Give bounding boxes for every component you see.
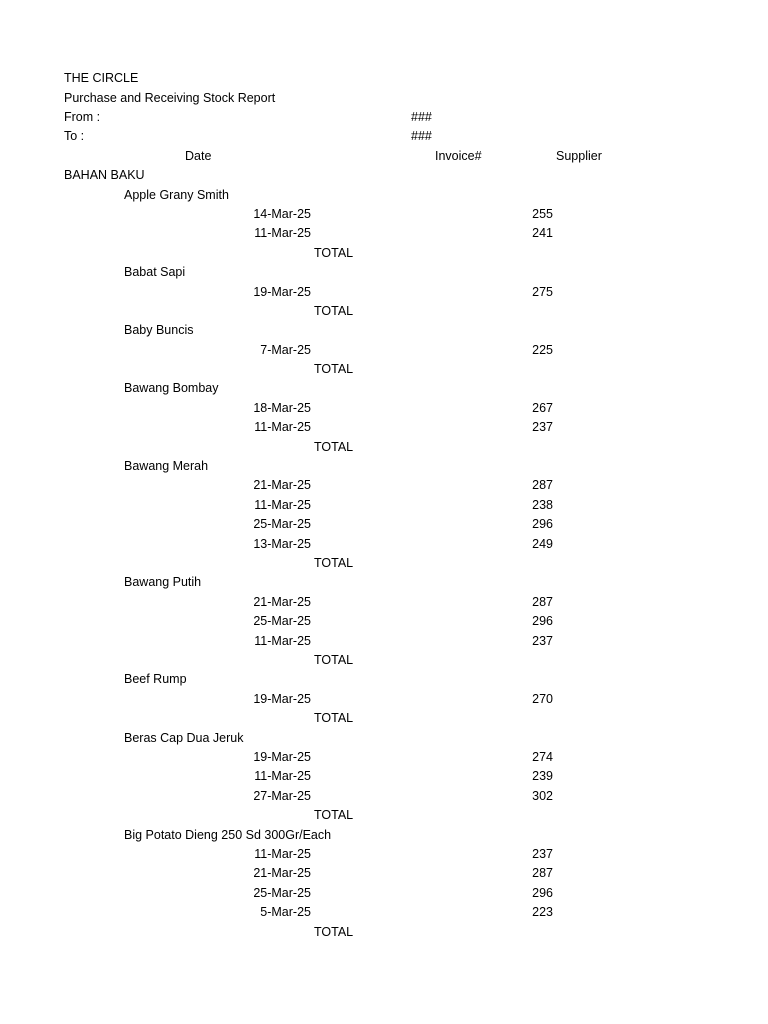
- to-label: To :: [64, 129, 85, 143]
- row-date: 25-Mar-25: [253, 886, 311, 900]
- report-title: Purchase and Receiving Stock Report: [64, 91, 276, 105]
- column-header-date: Date: [185, 149, 212, 163]
- item-name: Big Potato Dieng 250 Sd 300Gr/Each: [124, 828, 332, 842]
- row-invoice: 237: [532, 420, 553, 434]
- from-value: ###: [411, 110, 432, 124]
- row-invoice: 249: [532, 537, 553, 551]
- item-name: Apple Grany Smith: [124, 188, 229, 202]
- item-total-label: TOTAL: [314, 653, 354, 667]
- item-name: Beras Cap Dua Jeruk: [124, 731, 244, 745]
- item-name: Beef Rump: [124, 672, 187, 686]
- from-label: From :: [64, 110, 101, 124]
- item-name: Baby Buncis: [124, 323, 194, 337]
- column-header-invoice: Invoice#: [435, 149, 482, 163]
- row-date: 5-Mar-25: [260, 905, 311, 919]
- item-total-label: TOTAL: [314, 556, 354, 570]
- to-value: ###: [411, 129, 432, 143]
- item-name: Bawang Putih: [124, 575, 202, 589]
- row-date: 11-Mar-25: [254, 769, 311, 783]
- row-date: 25-Mar-25: [253, 614, 311, 628]
- row-invoice: 275: [532, 285, 553, 299]
- row-invoice: 296: [532, 614, 553, 628]
- row-date: 19-Mar-25: [253, 750, 311, 764]
- row-invoice: 237: [532, 634, 553, 648]
- row-date: 19-Mar-25: [253, 285, 311, 299]
- row-invoice: 296: [532, 886, 553, 900]
- row-date: 14-Mar-25: [253, 207, 311, 221]
- row-invoice: 255: [532, 207, 553, 221]
- row-date: 11-Mar-25: [254, 498, 311, 512]
- row-date: 21-Mar-25: [253, 478, 311, 492]
- row-invoice: 287: [532, 866, 553, 880]
- item-total-label: TOTAL: [314, 925, 354, 939]
- row-date: 18-Mar-25: [253, 401, 311, 415]
- row-date: 25-Mar-25: [253, 517, 311, 531]
- item-name: Bawang Merah: [124, 459, 209, 473]
- item-name: Babat Sapi: [124, 265, 186, 279]
- row-invoice: 225: [532, 343, 553, 357]
- row-date: 19-Mar-25: [253, 692, 311, 706]
- row-invoice: 238: [532, 498, 553, 512]
- row-date: 11-Mar-25: [254, 226, 311, 240]
- row-invoice: 239: [532, 769, 553, 783]
- row-invoice: 302: [532, 789, 553, 803]
- item-total-label: TOTAL: [314, 246, 354, 260]
- row-date: 11-Mar-25: [254, 420, 311, 434]
- row-date: 27-Mar-25: [253, 789, 311, 803]
- item-total-label: TOTAL: [314, 362, 354, 376]
- row-date: 21-Mar-25: [253, 595, 311, 609]
- company-name: THE CIRCLE: [64, 71, 139, 85]
- row-invoice: 296: [532, 517, 553, 531]
- row-invoice: 270: [532, 692, 553, 706]
- item-total-label: TOTAL: [314, 808, 354, 822]
- row-date: 11-Mar-25: [254, 847, 311, 861]
- item-total-label: TOTAL: [314, 440, 354, 454]
- row-date: 21-Mar-25: [253, 866, 311, 880]
- row-date: 11-Mar-25: [254, 634, 311, 648]
- row-invoice: 287: [532, 595, 553, 609]
- row-invoice: 237: [532, 847, 553, 861]
- column-header-supplier: Supplier: [556, 149, 602, 163]
- item-total-label: TOTAL: [314, 711, 354, 725]
- category-label: BAHAN BAKU: [64, 168, 145, 182]
- row-invoice: 241: [532, 226, 553, 240]
- row-invoice: 267: [532, 401, 553, 415]
- item-total-label: TOTAL: [314, 304, 354, 318]
- row-date: 13-Mar-25: [253, 537, 311, 551]
- item-name: Bawang Bombay: [124, 381, 219, 395]
- row-invoice: 287: [532, 478, 553, 492]
- row-invoice: 274: [532, 750, 553, 764]
- row-invoice: 223: [532, 905, 553, 919]
- row-date: 7-Mar-25: [260, 343, 311, 357]
